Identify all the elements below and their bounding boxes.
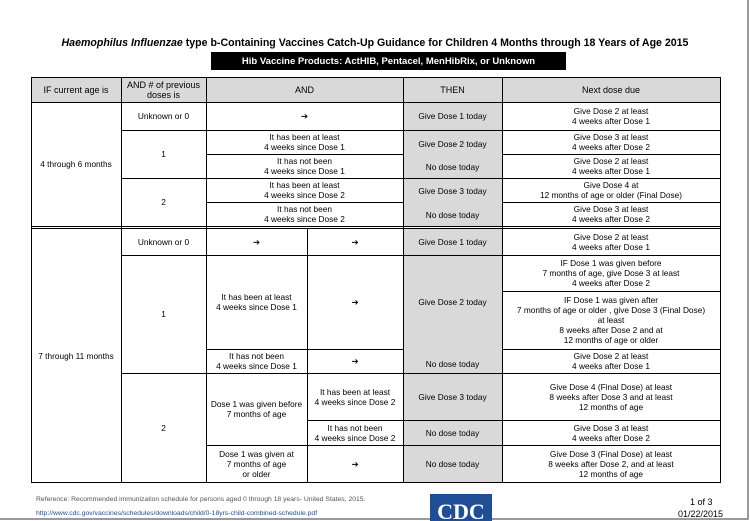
grid-line xyxy=(720,77,721,483)
next-n3: Give Dose 2 at least 4 weeks after Dose 1 xyxy=(572,156,650,176)
next-n7: IF Dose 1 was given before 7 months of age, give Dose 3 at least 4 weeks after Dose 2 xyxy=(542,258,680,288)
next-n4: Give Dose 4 at 12 months of age or older (Final Dose) xyxy=(539,180,683,200)
header-and: AND xyxy=(206,77,403,102)
grid-line xyxy=(403,77,404,483)
grid-line xyxy=(206,77,207,483)
cdc-logo-text: CDC xyxy=(437,499,485,521)
header-then: THEN xyxy=(403,77,502,102)
age-4-6: 4 through 6 months xyxy=(40,159,112,169)
grid-line xyxy=(307,420,721,421)
grid-line xyxy=(502,154,721,155)
title-rest: type b-Containing Vaccines Catch-Up Guidance for Children 4 Months through 18 Years of Age 2015 xyxy=(182,37,689,49)
and-arrow-4: ➔ xyxy=(351,356,359,366)
and-before7: Dose 1 was given before 7 months of age xyxy=(210,399,303,419)
header-doses: AND # of previous doses is xyxy=(121,77,206,102)
grid-line xyxy=(31,77,32,483)
and-arrow-2b: ➔ xyxy=(351,237,359,247)
grid-line xyxy=(206,202,403,203)
footer-reference: Reference: Recommended immunization schedule for persons aged 0 through 18 years- United States, 2015. xyxy=(36,496,366,503)
and-not2-b: It has not been 4 weeks since Dose 2 xyxy=(314,422,396,443)
next-n1: Give Dose 2 at least 4 weeks after Dose 1 xyxy=(572,106,650,126)
grid-line xyxy=(121,255,721,256)
grid-line xyxy=(121,77,122,483)
age-7-11: 7 through 11 months xyxy=(38,350,114,361)
and-not1-b: It has not been 4 weeks since Dose 1 xyxy=(216,351,297,371)
grid-line xyxy=(121,178,721,179)
product-banner: Hib Vaccine Products: ActHIB, Pentacel, MenHibRix, or Unknown xyxy=(211,52,566,70)
page-title xyxy=(0,37,750,49)
grid-line xyxy=(31,226,721,227)
page-number: 1 of 3 xyxy=(690,497,713,507)
grid-line xyxy=(307,229,308,255)
then-none-b: No dose today xyxy=(425,209,480,220)
grid-line xyxy=(121,373,721,374)
next-n2: Give Dose 3 at least 4 weeks after Dose 2 xyxy=(572,132,650,152)
grid-line xyxy=(31,77,721,78)
and-arrow-5: ➔ xyxy=(351,458,359,469)
and-arrow-3: ➔ xyxy=(351,297,359,307)
grid-line xyxy=(31,228,721,229)
and-arrow-1: ➔ xyxy=(301,111,308,121)
grid-line xyxy=(502,291,721,292)
then-give3-b: Give Dose 3 today xyxy=(418,391,487,402)
grid-line xyxy=(307,255,308,482)
and-least1-a: It has been at least 4 weeks since Dose 1 xyxy=(264,132,345,152)
then-give1-a: Give Dose 1 today xyxy=(418,111,487,121)
grid-line xyxy=(31,102,721,103)
page-date: 01/22/2015 xyxy=(678,509,724,519)
then-none-c: No dose today xyxy=(425,359,480,369)
next-n12: Give Dose 3 (Final Dose) at least 8 weeks after Dose 2, and at least 12 months of age xyxy=(548,448,674,479)
grid-line xyxy=(206,154,403,155)
then-give1-b: Give Dose 1 today xyxy=(418,237,487,247)
then-none-d: No dose today xyxy=(425,427,480,438)
then-none-a: No dose today xyxy=(425,162,480,172)
grid-line xyxy=(206,349,403,350)
then-give2-b: Give Dose 2 today xyxy=(418,297,487,307)
header-next: Next dose due xyxy=(502,77,720,102)
doses-unknown-2: Unknown or 0 xyxy=(137,237,190,247)
next-n8: IF Dose 1 was given after 7 months of age or older , give Dose 3 (Final Dose) at least 8 weeks after Dose 2 and at 12 months of age or older xyxy=(516,295,706,345)
then-none-e: No dose today xyxy=(425,458,480,469)
grid-line xyxy=(121,130,721,131)
doses-one-2: 1 xyxy=(161,309,166,319)
grid-line xyxy=(31,482,721,483)
title-italic: Haemophilus Influenzae xyxy=(61,37,183,49)
grid-line xyxy=(502,202,721,203)
doses-unknown-1: Unknown or 0 xyxy=(137,111,190,121)
next-n9: Give Dose 2 at least 4 weeks after Dose 1 xyxy=(572,351,650,371)
and-at7: Dose 1 was given at 7 months of age or older xyxy=(219,448,294,479)
and-not2-a: It has not been 4 weeks since Dose 2 xyxy=(264,204,345,224)
and-least2-b: It has been at least 4 weeks since Dose 2 xyxy=(314,386,396,407)
doses-two-1: 2 xyxy=(161,197,166,207)
header-age: IF current age is xyxy=(31,77,121,102)
cdc-logo xyxy=(430,494,492,521)
and-least1-b: It has been at least 4 weeks since Dose 1 xyxy=(216,292,297,312)
doses-one-1: 1 xyxy=(161,149,166,159)
next-n5: Give Dose 3 at least 4 weeks after Dose 2 xyxy=(572,204,650,224)
next-n10: Give Dose 4 (Final Dose) at least 8 weeks after Dose 3 and at least 12 months of age xyxy=(549,381,673,412)
and-arrow-2a: ➔ xyxy=(253,237,260,247)
and-least2-a: It has been at least 4 weeks since Dose 2 xyxy=(264,180,345,200)
footer-url[interactable]: http://www.cdc.gov/vaccines/schedules/downloads/child/0-18yrs-child-combined-schedule.pdf xyxy=(36,510,318,517)
and-not1-a: It has not been 4 weeks since Dose 1 xyxy=(264,156,345,176)
then-give3-a: Give Dose 3 today xyxy=(418,185,487,196)
grid-line xyxy=(206,445,721,446)
grid-line xyxy=(502,349,721,350)
then-give2-a: Give Dose 2 today xyxy=(418,139,487,149)
grid-line xyxy=(502,77,503,483)
next-n11: Give Dose 3 at least 4 weeks after Dose 2 xyxy=(572,422,650,443)
doses-two-2: 2 xyxy=(161,422,166,433)
next-n6: Give Dose 2 at least 4 weeks after Dose 1 xyxy=(572,232,650,252)
